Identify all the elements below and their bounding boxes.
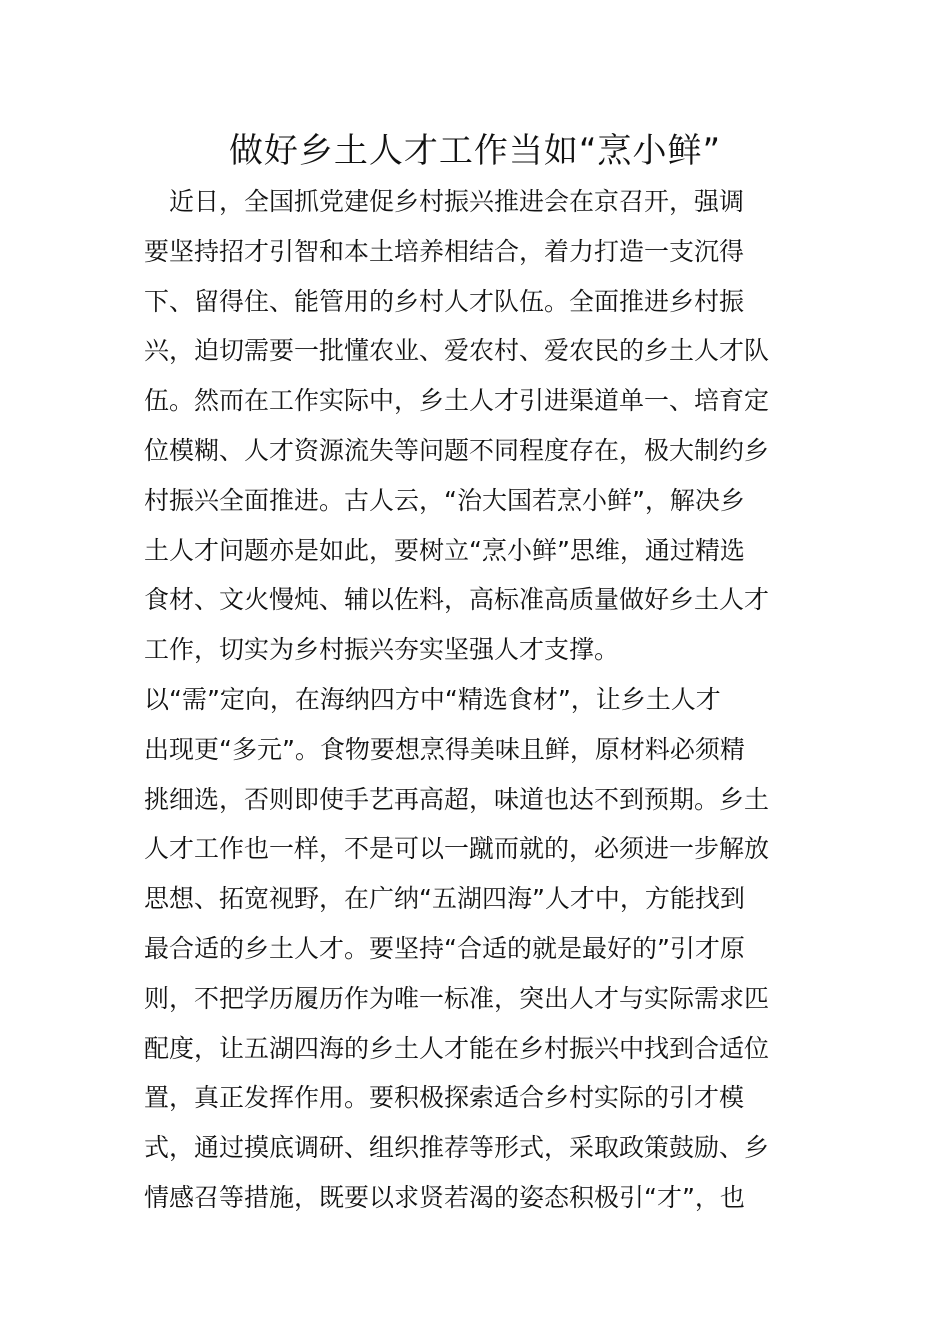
text-line: 情感召等措施，既要以求贤若渴的姿态积极引“才”，也 xyxy=(144,1182,745,1212)
text-line: 兴，迫切需要一批懂农业、爱农村、爱农民的乡土人才队 xyxy=(144,336,770,366)
text-line: 最合适的乡土人才。要坚持“合适的就是最好的”引才原 xyxy=(144,933,745,963)
text-line: 要坚持招才引智和本土培养相结合，着力打造一支沉得 xyxy=(144,236,745,266)
text-line: 以“需”定向，在海纳四方中“精选食材”，让乡土人才 xyxy=(144,685,721,714)
text-line: 近日，全国抓党建促乡村振兴推进会在京召开，强调 xyxy=(144,187,745,216)
text-line: 食材、文火慢炖、辅以佐料，高标准高质量做好乡土人才 xyxy=(144,585,770,615)
document-title: 做好乡土人才工作当如“烹小鲜” xyxy=(228,131,722,171)
text-line: 位模糊、人才资源流失等问题不同程度存在，极大制约乡 xyxy=(144,435,770,465)
text-line: 土人才问题亦是如此，要树立“烹小鲜”思维，通过精选 xyxy=(144,535,745,565)
text-line: 人才工作也一样，不是可以一蹴而就的，必须进一步解放 xyxy=(144,834,770,864)
text-line: 下、留得住、能管用的乡村人才队伍。全面推进乡村振 xyxy=(144,286,745,316)
text-line: 伍。然而在工作实际中，乡土人才引进渠道单一、培育定 xyxy=(144,386,770,416)
text-line: 配度，让五湖四海的乡土人才能在乡村振兴中找到合适位 xyxy=(144,1033,770,1063)
text-line: 思想、拓宽视野，在广纳“五湖四海”人才中，方能找到 xyxy=(144,884,745,914)
paragraph-intro xyxy=(144,177,808,675)
text-line: 则，不把学历履历作为唯一标准，突出人才与实际需求匹 xyxy=(144,983,770,1013)
text-line: 出现更“多元”。食物要想烹得美味且鲜，原材料必须精 xyxy=(144,734,745,764)
paragraph-section-one xyxy=(144,675,808,1223)
text-line: 式，通过摸底调研、组织推荐等形式，采取政策鼓励、乡 xyxy=(144,1133,770,1163)
text-line: 挑细选，否则即使手艺再高超，味道也达不到预期。乡土 xyxy=(144,784,770,814)
text-line: 村振兴全面推进。古人云，“治大国若烹小鲜”，解决乡 xyxy=(144,485,745,515)
text-line: 置，真正发挥作用。要积极探索适合乡村实际的引才模 xyxy=(144,1083,745,1113)
text-line: 工作，切实为乡村振兴夯实坚强人才支撑。 xyxy=(144,635,620,665)
